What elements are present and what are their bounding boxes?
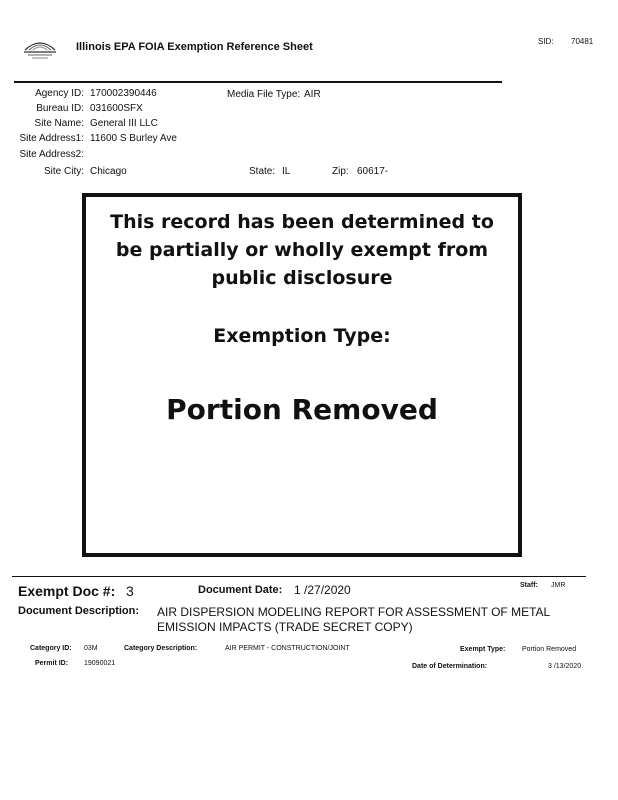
media-type-value: AIR (304, 89, 321, 100)
page-title: Illinois EPA FOIA Exemption Reference Sheet (76, 41, 313, 53)
zip-value: 60617- (357, 166, 389, 177)
category-id-label: Category ID: (30, 645, 72, 652)
permit-id-label: Permit ID: (35, 660, 69, 667)
category-id-value: 03M (84, 645, 98, 652)
exemption-notice-box (82, 193, 522, 557)
bureau-id-value: 031600SFX (90, 103, 143, 114)
site-city-label: Site City: (43, 166, 84, 177)
site-address2-label: Site Address2: (19, 149, 84, 160)
site-city-value: Chicago (90, 166, 127, 177)
document-date-label: Document Date: (198, 584, 283, 596)
document-description-value: AIR DISPERSION MODELING REPORT FOR ASSESSMENT OF METAL EMISSION IMPACTS (TRADE SECRET COPY) (157, 605, 550, 634)
illinois-epa-logo (22, 34, 58, 60)
media-type-label: Media File Type: (227, 89, 301, 100)
site-address1-value: 11600 S Burley Ave (90, 133, 177, 144)
agency-id-label: Agency ID: (35, 88, 84, 99)
bureau-id-label: Bureau ID: (36, 103, 84, 114)
exempt-type-label: Exempt Type: (460, 646, 506, 653)
zip-label: Zip: (332, 166, 349, 177)
exemption-notice-line2: be partially or wholly exempt from (115, 239, 489, 261)
site-name-value: General III LLC (90, 118, 158, 129)
exemption-notice-line1: This record has been determined to (110, 211, 494, 233)
document-description-label: Document Description: (18, 605, 140, 617)
sid-value: 70481 (571, 37, 594, 46)
site-address1-label: Site Address1: (19, 133, 84, 144)
permit-id-value: 19090021 (84, 660, 116, 667)
staff-value: JMR (551, 582, 566, 589)
header-divider (14, 81, 502, 83)
exempt-doc-number-value: 3 (126, 583, 134, 599)
exemption-type-label: Exemption Type: (213, 325, 391, 347)
exempt-doc-number-label: Exempt Doc #: (18, 583, 116, 599)
sid-label: SID: (538, 37, 554, 46)
state-label: State: (249, 166, 276, 177)
category-description-value: AIR PERMIT - CONSTRUCTION/JOINT (225, 645, 350, 652)
exempt-type-value: Portion Removed (522, 646, 577, 653)
exemption-notice-line3: public disclosure (211, 267, 393, 289)
footer-divider (12, 576, 586, 577)
site-name-label: Site Name: (34, 118, 84, 129)
category-description-label: Category Description: (124, 645, 198, 652)
agency-id-value: 170002390446 (90, 88, 157, 99)
date-of-determination-value: 3 /13/2020 (548, 663, 582, 670)
document-date-value: 1 /27/2020 (294, 583, 351, 597)
staff-label: Staff: (520, 582, 538, 589)
state-value: IL (282, 166, 291, 177)
date-of-determination-label: Date of Determination: (412, 663, 488, 670)
exemption-type-value: Portion Removed (166, 393, 438, 426)
